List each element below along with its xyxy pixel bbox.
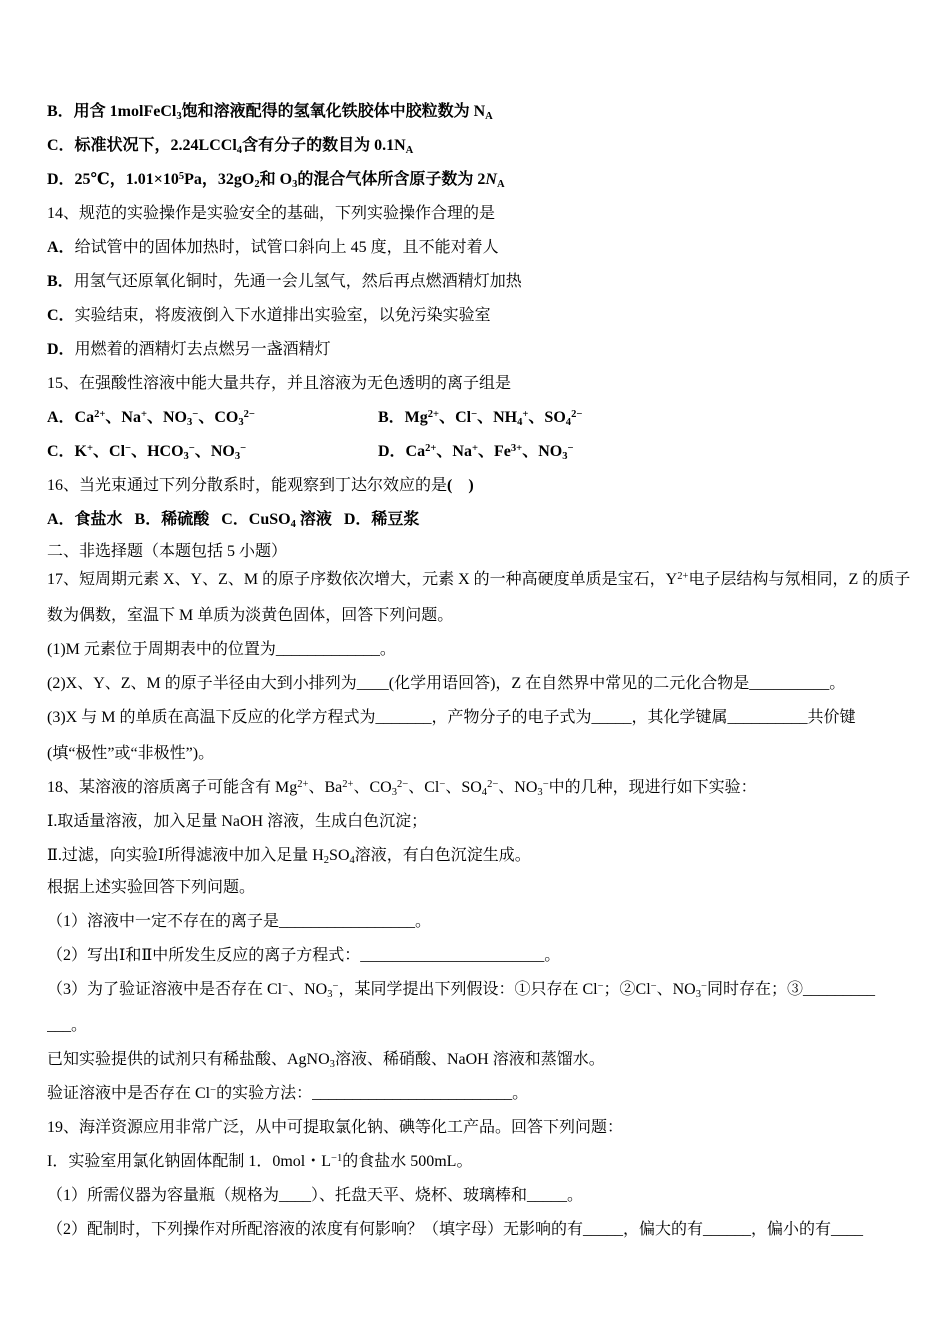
q18-part-3-line-1-sub-segment: 3 xyxy=(327,989,333,1001)
q18-part-3-line-1-sup-segment: − xyxy=(650,980,657,992)
q13-option-d-sub-segment: A xyxy=(496,179,505,191)
q18-method-text-segment: 的实验方法：_________________________。 xyxy=(216,1085,529,1102)
q15-option-c-text-segment: 、Cl xyxy=(93,443,126,460)
q17-part-1: (1)M 元素位于周期表中的位置为_____________。 xyxy=(47,641,396,658)
q15-option-d-sup-segment: 3+ xyxy=(510,442,523,454)
q18-method-text-segment: 验证溶液中是否存在 Cl xyxy=(47,1085,211,1102)
q15-option-d-text-segment: 、Na xyxy=(436,443,472,460)
q14-option-d-b-segment: D． xyxy=(47,341,75,358)
q18-stem-sup-segment: 2+ xyxy=(342,778,354,790)
q16-options-text-segment: A．食盐水 B．稀硫酸 C．CuSO xyxy=(47,511,291,528)
q18-stem-text-segment: 中的几种，现进行如下实验： xyxy=(548,779,757,796)
q14-stem: 14、规范的实验操作是实验安全的基础，下列实验操作合理的是 xyxy=(47,205,496,222)
q18-part-3-line-1-text-segment: 同时存在；③_________ xyxy=(706,981,875,998)
q15-option-d-sub-segment: 3 xyxy=(562,451,568,463)
q18-step-2-sub-segment: 4 xyxy=(349,855,355,867)
q18-step-2 xyxy=(47,845,910,867)
q18-part-3-line-1-text-segment: 、NO xyxy=(656,981,696,998)
q17-stem-line-1-sup-segment: 2+ xyxy=(677,570,689,582)
q17-part-3-line-1: (3)X 与 M 的单质在高温下反应的化学方程式为_______，产物分子的电子式为_____，其化学键属__________共价键 xyxy=(47,709,856,726)
q15-option-c xyxy=(47,441,246,463)
q14-option-a-text-segment: 给试管中的固体加热时，试管口斜向上 45 度，且不能对着人 xyxy=(74,239,499,256)
q13-option-d-sup-segment: 5 xyxy=(178,170,185,182)
q13-option-d-i-segment: N xyxy=(485,171,497,188)
q15-option-c-sub-segment: 3 xyxy=(183,451,189,463)
q15-option-b-text-segment: B．Mg xyxy=(378,409,428,426)
q17-part-2: (2)X、Y、Z、M 的原子半径由大到小排列为____(化学用语回答)，Z 在自然界中常见的二元化合物是__________。 xyxy=(47,675,846,692)
q15-option-a-text-segment: 、CO xyxy=(198,409,239,426)
q16-options xyxy=(47,509,910,531)
q18-stem-sup-segment: 2− xyxy=(487,778,499,790)
q18-part-3-line-1-sup-segment: − xyxy=(597,980,604,992)
q18-method xyxy=(47,1083,910,1105)
q13-option-c-sub-segment: 4 xyxy=(236,145,243,157)
q15-option-a-text-segment: A．Ca xyxy=(47,409,95,426)
q18-reagents xyxy=(47,1049,910,1071)
q18-stem-sub-segment: 3 xyxy=(391,787,397,799)
q15-option-c-text-segment: 、NO xyxy=(194,443,235,460)
q15-option-d-text-segment: D．Ca xyxy=(378,443,426,460)
q18-part-2: （2）写出Ⅰ和Ⅱ中所发生反应的离子方程式：_______________________。 xyxy=(47,947,561,964)
q18-part-1: （1）溶液中一定不存在的离子是_________________。 xyxy=(47,913,432,930)
q18-stem-sup-segment: 2− xyxy=(397,778,409,790)
q16-options-text-segment: 溶液 D．稀豆浆 xyxy=(295,511,420,528)
q15-option-d-text-segment: 、Fe xyxy=(478,443,511,460)
q15-option-b-text-segment: 、NH xyxy=(477,409,518,426)
q15-option-a-sub-segment: 3 xyxy=(238,417,244,429)
q15-option-c-sup-segment: − xyxy=(188,442,195,454)
q13-option-d xyxy=(47,169,910,191)
q15-stem: 15、在强酸性溶液中能大量共存，并且溶液为无色透明的离子组是 xyxy=(47,375,512,392)
q18-stem-text-segment: 、Ba xyxy=(308,779,343,796)
q17-stem-line-1-text-segment: 17、短周期元素 X、Y、Z、M 的原子序数依次增大，元素 X 的一种高硬度单质是宝石，Y xyxy=(47,571,678,588)
q18-part-3-line-1 xyxy=(47,979,910,1001)
q18-stem-sup-segment: − xyxy=(439,778,446,790)
q17-stem-line-1-text-segment: 电子层结构与氖相同，Z 的质子 xyxy=(688,571,910,588)
q15-option-d xyxy=(378,441,574,463)
q15-options-row-2 xyxy=(47,441,910,463)
q13-option-c-text-segment: 含有分子的数目为 0.1N xyxy=(242,137,406,154)
q15-option-a-sup-segment: + xyxy=(140,408,147,420)
q14-option-c-text-segment: 实验结束，将废液倒入下水道排出实验室，以免污染实验室 xyxy=(74,307,491,324)
q13-option-d-text-segment: Pa，32gO xyxy=(184,171,255,188)
q18-reagents-text-segment: 溶液、稀硝酸、NaOH 溶液和蒸馏水。 xyxy=(334,1051,605,1068)
q15-option-b-sub-segment: 4 xyxy=(517,417,523,429)
q15-option-a-sup-segment: 2+ xyxy=(94,408,106,420)
q15-option-c-sup-segment: − xyxy=(240,442,247,454)
q18-stem-text-segment: 、CO xyxy=(353,779,392,796)
q19-part-1: （1）所需仪器为容量瓶（规格为____）、托盘天平、烧杯、玻璃棒和_____。 xyxy=(47,1187,584,1204)
q15-option-b-text-segment: 、SO xyxy=(528,409,566,426)
q15-option-a xyxy=(47,407,255,429)
q15-option-c-sub-segment: 3 xyxy=(234,451,241,463)
q19-part-2: （2）配制时，下列操作对所配溶液的浓度有何影响？（填字母）无影响的有_____，偏大的有______，偏小的有____ xyxy=(47,1221,864,1238)
q13-option-d-text-segment: D．25℃，1.01×10 xyxy=(47,171,179,188)
q18-stem-sup-segment: − xyxy=(542,778,549,790)
q18-step-1: Ⅰ.取适量溶液，加入足量 NaOH 溶液，生成白色沉淀； xyxy=(47,813,428,830)
q18-reagents-sub-segment: 3 xyxy=(329,1059,335,1071)
q15-option-a-sub-segment: 3 xyxy=(187,417,193,429)
q17-stem-line-1 xyxy=(47,569,910,591)
q15-option-b-sup-segment: 2− xyxy=(571,408,583,420)
q18-part-3-line-1-text-segment: ，某同学提出下列假设：①只存在 Cl xyxy=(338,981,598,998)
q18-stem-sub-segment: 4 xyxy=(481,787,488,799)
q18-step-2-text-segment: Ⅱ.过滤，向实验Ⅰ所得滤液中加入足量 H xyxy=(47,847,324,864)
q15-option-a-sup-segment: 2− xyxy=(243,408,255,420)
q13-option-c xyxy=(47,135,910,157)
q18-part-3-line-1-text-segment: ；②Cl xyxy=(603,981,651,998)
q15-option-b-sup-segment: + xyxy=(522,408,529,420)
q13-option-b-text-segment: B．用含 1molFeCl xyxy=(47,103,177,120)
q13-option-b-sub-segment: A xyxy=(485,111,493,123)
q13-option-d-sub-segment: 3 xyxy=(292,179,298,191)
q18-part-3-line-1-sup-segment: − xyxy=(282,980,289,992)
q13-option-c-sub-segment: A xyxy=(405,145,414,157)
q18-part-3-line-2: ___。 xyxy=(47,1017,88,1034)
q13-option-b xyxy=(47,101,910,123)
q15-option-b-sup-segment: − xyxy=(471,408,478,420)
q18-method-sup-segment: − xyxy=(210,1084,217,1096)
q17-part-3-line-2: (填“极性”或“非极性”)。 xyxy=(47,745,215,762)
q18-part-3-line-1-sup-segment: − xyxy=(332,980,339,992)
q18-step-2-sub-segment: 2 xyxy=(323,855,330,867)
q18-step-2-text-segment: SO xyxy=(329,847,350,864)
q15-option-d-sup-segment: 2+ xyxy=(425,442,437,454)
q18-stem-text-segment: 、Cl xyxy=(408,779,440,796)
q14-option-b xyxy=(47,271,910,293)
q15-option-d-text-segment: 、NO xyxy=(522,443,563,460)
q19-section-i-sup-segment: −1 xyxy=(331,1152,343,1164)
q15-option-b-text-segment: 、Cl xyxy=(439,409,472,426)
q14-option-d-text-segment: 用燃着的酒精灯去点燃另一盏酒精灯 xyxy=(74,341,331,358)
q19-section-i xyxy=(47,1151,910,1173)
section-heading: 二、非选择题（本题包括 5 小题） xyxy=(47,543,288,560)
q14-option-a xyxy=(47,237,910,259)
q14-option-c xyxy=(47,305,910,327)
q15-option-a-text-segment: 、NO xyxy=(147,409,188,426)
q16-stem-text-segment: 16、当光束通过下列分散系时，能观察到丁达尔效应的是 xyxy=(47,477,448,494)
q14-option-a-b-segment: A． xyxy=(47,239,75,256)
q15-option-c-text-segment: 、HCO xyxy=(131,443,184,460)
q15-option-d-sup-segment: + xyxy=(471,442,478,454)
q18-step-2-text-segment: 溶液，有白色沉淀生成。 xyxy=(354,847,531,864)
q17-stem-line-2: 数为偶数，室温下 M 单质为淡黄色固体，回答下列问题。 xyxy=(47,607,454,624)
q14-option-c-b-segment: C． xyxy=(47,307,75,324)
q18-stem-text-segment: 18、某溶液的溶质离子可能含有 Mg xyxy=(47,779,298,796)
q18-stem-sup-segment: 2+ xyxy=(297,778,309,790)
q18-stem-text-segment: 、SO xyxy=(445,779,482,796)
q15-option-b-sup-segment: 2+ xyxy=(427,408,440,420)
q15-option-a-sup-segment: − xyxy=(192,408,199,420)
q13-option-c-text-segment: C．标准状况下，2.24LCCl xyxy=(47,137,237,154)
q18-reagents-text-segment: 已知实验提供的试剂只有稀盐酸、AgNO xyxy=(47,1051,330,1068)
q14-option-d xyxy=(47,339,910,361)
q13-option-d-text-segment: 的混合气体所含原子数为 2 xyxy=(297,171,486,188)
q15-option-c-sup-segment: + xyxy=(87,442,94,454)
q15-option-a-text-segment: 、Na xyxy=(105,409,141,426)
q15-option-b-sub-segment: 4 xyxy=(565,417,572,429)
q16-options-sub-segment: 4 xyxy=(290,519,296,531)
q16-stem xyxy=(47,475,910,497)
q13-option-b-text-segment: 饱和溶液配得的氢氧化铁胶体中胶粒数为 N xyxy=(181,103,486,120)
q18-part-3-line-1-text-segment: （3）为了验证溶液中是否存在 Cl xyxy=(47,981,283,998)
q15-option-d-sup-segment: − xyxy=(567,442,574,454)
q16-stem-b-segment: ( ) xyxy=(447,477,474,494)
q13-option-b-sub-segment: 3 xyxy=(176,111,182,123)
q18-part-3-line-1-sup-segment: − xyxy=(701,980,707,992)
q18-part-3-line-1-text-segment: 、NO xyxy=(288,981,328,998)
q14-option-b-text-segment: 用氢气还原氧化铜时，先通一会儿氢气，然后再点燃酒精灯加热 xyxy=(73,273,522,290)
q15-option-c-sup-segment: − xyxy=(125,442,132,454)
q13-option-d-sub-segment: 2 xyxy=(254,179,260,191)
q18-stem xyxy=(47,777,910,799)
q19-section-i-text-segment: 的食盐水 500mL。 xyxy=(342,1153,473,1170)
q19-section-i-text-segment: I．实验室用氯化钠固体配制 1．0mol・L xyxy=(47,1153,331,1170)
q13-option-d-text-segment: 和 O xyxy=(259,171,293,188)
q14-option-b-b-segment: B． xyxy=(47,273,74,290)
q15-option-c-text-segment: C．K xyxy=(47,443,88,460)
q18-part-3-line-1-sub-segment: 3 xyxy=(695,989,701,1001)
q19-stem: 19、海洋资源应用非常广泛，从中可提取氯化钠、碘等化工产品。回答下列问题： xyxy=(47,1119,624,1136)
q18-prompt: 根据上述实验回答下列问题。 xyxy=(47,879,256,896)
q15-option-b xyxy=(378,407,582,429)
q18-stem-sub-segment: 3 xyxy=(537,787,543,799)
q15-options-row-1 xyxy=(47,407,910,429)
q18-stem-text-segment: 、NO xyxy=(498,779,538,796)
